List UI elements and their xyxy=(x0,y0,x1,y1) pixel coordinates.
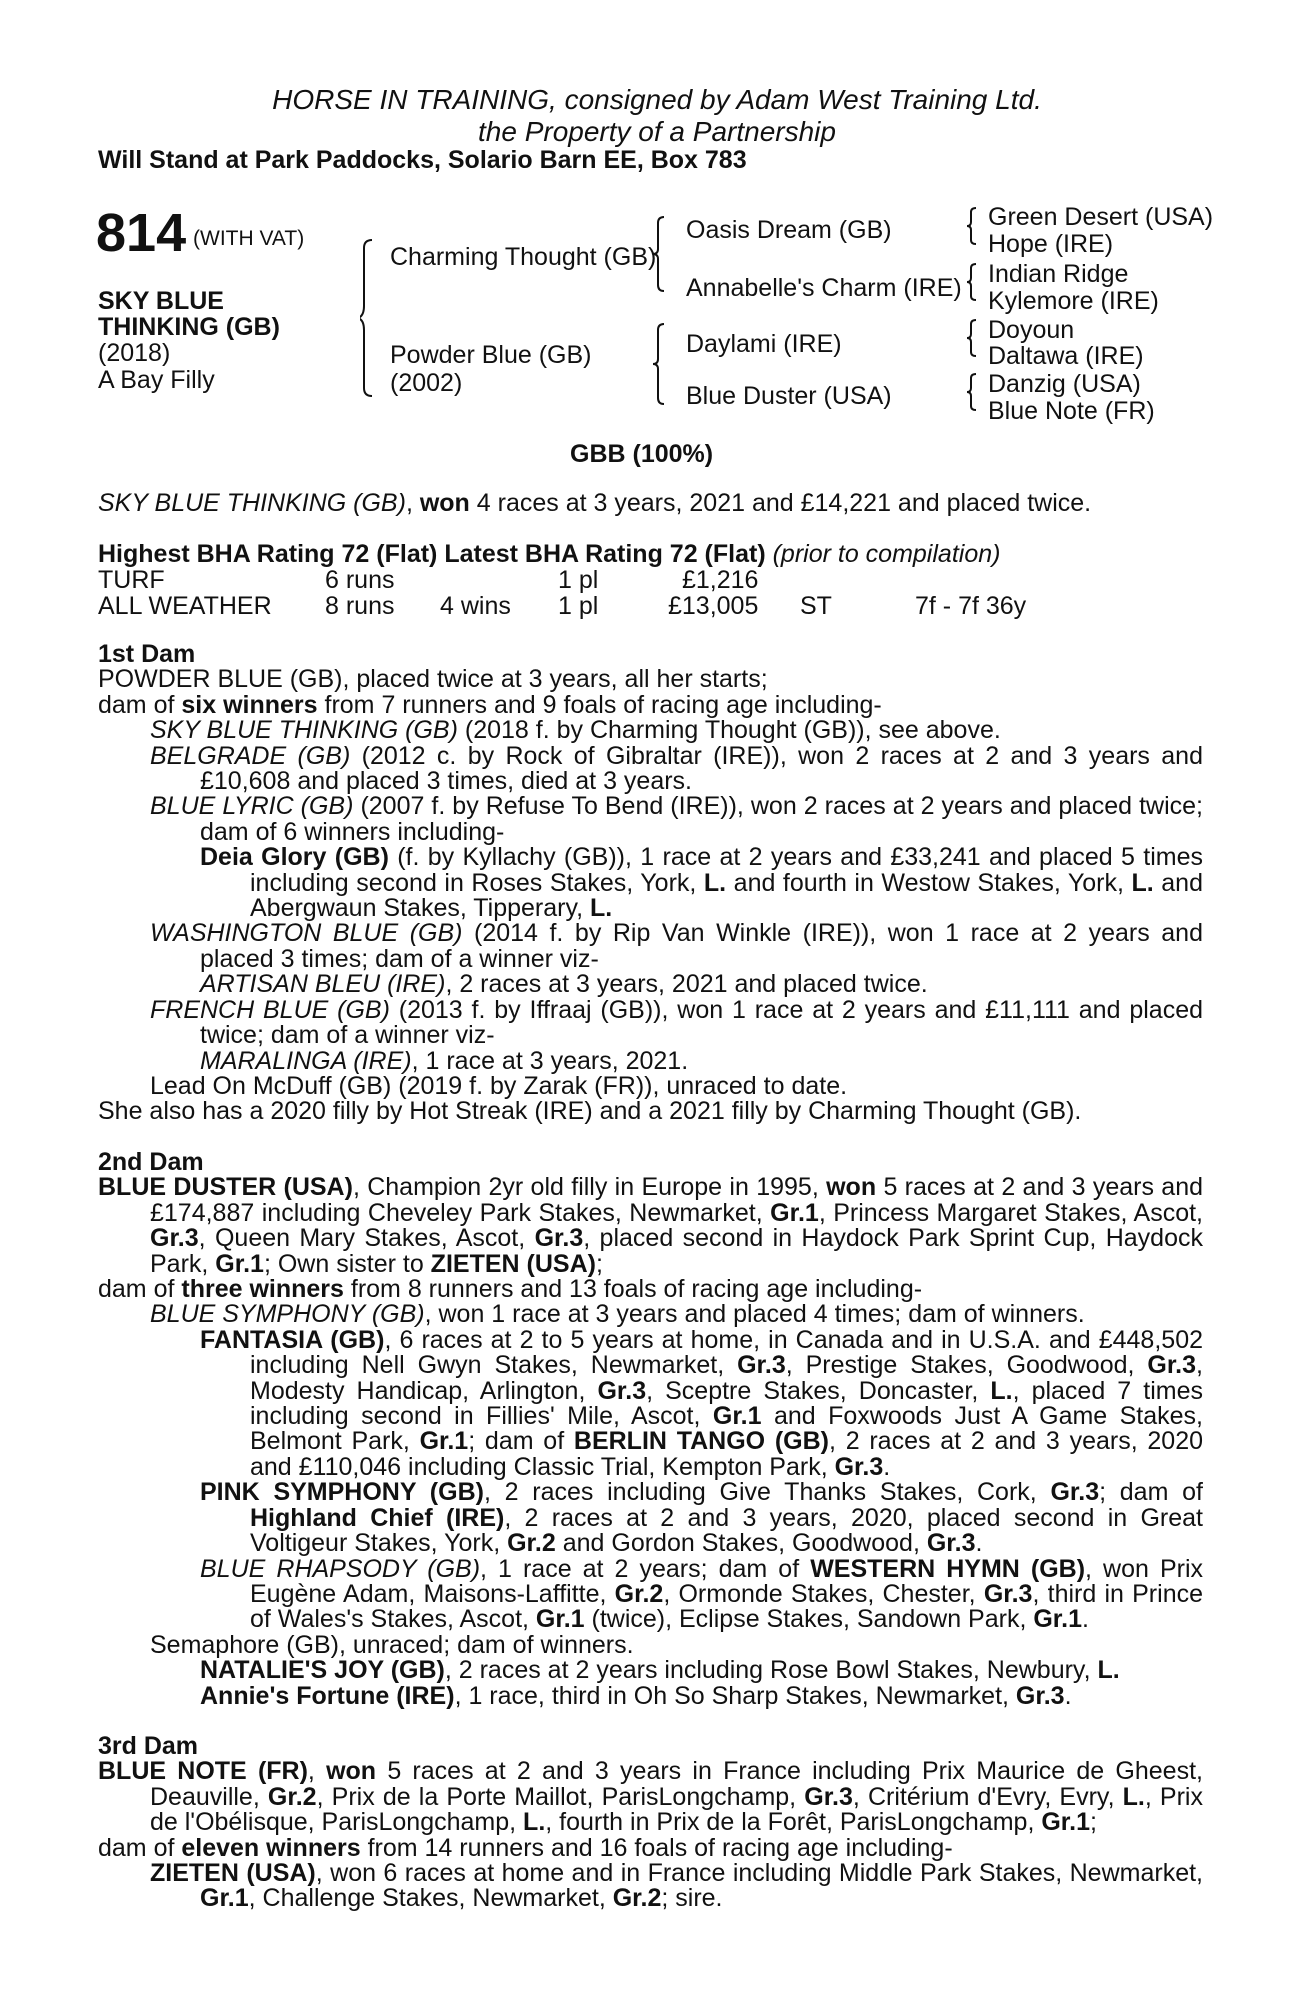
pedigree-dam: Powder Blue (GB) xyxy=(390,341,592,369)
pedigree-brace-dd xyxy=(966,372,986,412)
produce-entry: Lead On McDuff (GB) (2019 f. by Zarak (FR)), unraced to date. xyxy=(150,1071,848,1100)
race-summary: SKY BLUE THINKING (GB), won 4 races at 3 years, 2021 and £14,221 and placed twice. xyxy=(98,489,1092,517)
pedigree-sire: Charming Thought (GB) xyxy=(390,243,657,271)
vat-note: (WITH VAT) xyxy=(193,227,305,250)
produce-entry: BLUE SYMPHONY (GB), won 1 race at 3 years and placed 4 times; dam of winners. xyxy=(150,1300,1085,1329)
second-dam-section xyxy=(98,1150,1203,1709)
lot-number: 814 xyxy=(96,203,187,263)
produce-entry: BLUE LYRIC (GB) (2007 f. by Refuse To Bend (IRE)), won 2 races at 2 years and placed twice; dam of 6 winners including- xyxy=(150,792,1203,846)
second-dam-heading: 2nd Dam xyxy=(98,1148,204,1176)
record-wins: 4 wins xyxy=(440,592,511,620)
third-dam-record: BLUE NOTE (FR), won 5 races at 2 and 3 years in France including Prix Maurice de Gheest, Deauville, Gr.2, Prix de la Porte Maillot, ParisLongchamp, Gr.3, Critérium d'Evry, Evry, L., Prix de l'Obélisque, ParisLongchamp, L., fourth in Prix de la Forêt, ParisLongchamp, Gr.1; xyxy=(98,1757,1203,1837)
header-consignor: HORSE IN TRAINING, consigned by Adam West Training Ltd. xyxy=(272,84,1042,115)
first-dam-section xyxy=(98,642,1203,1125)
pedigree-dam-year: (2002) xyxy=(390,369,463,397)
record-distance: 7f - 7f 36y xyxy=(915,592,1027,620)
pedigree-dss: Doyoun xyxy=(988,316,1075,344)
record-placed: 1 pl xyxy=(558,566,599,594)
pedigree-sire-dam: Annabelle's Charm (IRE) xyxy=(686,274,962,302)
first-dam-heading: 1st Dam xyxy=(98,640,196,668)
produce-entry: PINK SYMPHONY (GB), 2 races including Give Thanks Stakes, Cork, Gr.3; dam of Highland Chief (IRE), 2 races at 2 and 3 years, 2020, placed second in Great Voltigeur Stakes, York, Gr.2 and Gordon Stakes, Goodwood, Gr.3. xyxy=(200,1478,1203,1558)
produce-entry: ZIETEN (USA), won 6 races at home and in France including Middle Park Stakes, Newmarket, Gr.1, Challenge Stakes, Newmarket, Gr.2; sire. xyxy=(150,1859,1203,1913)
produce-entry: BLUE RHAPSODY (GB), 1 race at 2 years; dam of WESTERN HYMN (GB), won Prix Eugène Adam, Maisons-Laffitte, Gr.2, Ormonde Stakes, Chester, Gr.3, third in Prince of Wales's Stakes, Ascot, Gr.1 (twice), Eclipse Stakes, Sandown Park, Gr.1. xyxy=(200,1554,1203,1634)
header-stand: Will Stand at Park Paddocks, Solario Barn EE, Box 783 xyxy=(98,146,747,174)
horse-name-line1: SKY BLUE xyxy=(98,287,224,315)
record-surface: TURF xyxy=(98,566,165,594)
pedigree-brace-main xyxy=(360,238,390,398)
record-runs: 8 runs xyxy=(325,592,395,620)
produce-entry: SKY BLUE THINKING (GB) (2018 f. by Charming Thought (GB)), see above. xyxy=(150,716,1001,745)
horse-description: A Bay Filly xyxy=(98,366,215,394)
summary-rest: 4 races at 3 years, 2021 and £14,221 and placed twice. xyxy=(469,489,1092,517)
record-placed: 1 pl xyxy=(558,592,599,620)
horse-year: (2018) xyxy=(98,339,171,367)
record-prize: £13,005 xyxy=(668,592,759,620)
rating-bold: Highest BHA Rating 72 (Flat) Latest BHA Rating 72 (Flat) xyxy=(98,540,766,568)
produce-entry: FRENCH BLUE (GB) (2013 f. by Iffraaj (GB)), won 1 race at 2 years and £11,111 and placed twice; dam of a winner viz- xyxy=(150,995,1203,1050)
second-dam-produce: dam of three winners from 8 runners and 13 foals of racing age including- xyxy=(98,1275,923,1304)
first-dam-note: She also has a 2020 filly by Hot Streak (IRE) and a 2021 filly by Charming Thought (GB). xyxy=(98,1097,1082,1126)
produce-entry: NATALIE'S JOY (GB), 2 races at 2 years including Rose Bowl Stakes, Newbury, L. xyxy=(200,1656,1120,1685)
horse-name-line2: THINKING (GB) xyxy=(98,313,280,341)
second-dam-record: BLUE DUSTER (USA), Champion 2yr old filly in Europe in 1995, won 5 races at 2 and 3 years and £174,887 including Cheveley Park Stakes, Newmarket, Gr.1, Princess Margaret Stakes, Ascot, Gr.3, Queen Mary Stakes, Ascot, Gr.3, placed second in Haydock Park Sprint Cup, Haydock Park, Gr.1; Own sister to ZIETEN (USA); xyxy=(98,1173,1204,1278)
third-dam-section xyxy=(98,1734,1203,1912)
produce-entry: BELGRADE (GB) (2012 c. by Rock of Gibraltar (IRE)), won 2 races at 2 and 3 years and £10,608 and placed 3 times, died at 3 years. xyxy=(150,741,1203,796)
pedigree-brace-ds xyxy=(966,318,986,358)
third-dam-heading: 3rd Dam xyxy=(98,1732,199,1760)
header-property: the Property of a Partnership xyxy=(478,116,836,147)
pedigree-brace-ss xyxy=(966,206,986,246)
pedigree-dam-dam: Blue Duster (USA) xyxy=(686,382,892,410)
produce-entry: Semaphore (GB), unraced; dam of winners. xyxy=(150,1630,634,1659)
produce-entry: WASHINGTON BLUE (GB) (2014 f. by Rip Van Winkle (IRE)), won 1 race at 2 years and placed 3 times; dam of a winner viz- xyxy=(150,919,1203,973)
pedigree-brace-sd xyxy=(966,262,986,302)
first-dam-intro: POWDER BLUE (GB), placed twice at 3 years, all her starts; xyxy=(98,665,768,694)
pedigree-brace-dam xyxy=(652,322,678,406)
produce-entry: Deia Glory (GB) (f. by Kyllachy (GB)), 1 race at 2 years and £33,241 and placed 5 times including second in Roses Stakes, York, L. and fourth in Westow Stakes, York, L. and Abergwaun Stakes, Tipperary, L. xyxy=(200,843,1203,923)
produce-entry: ARTISAN BLEU (IRE), 2 races at 3 years, 2021 and placed twice. xyxy=(200,970,928,999)
pedigree-ddd: Blue Note (FR) xyxy=(988,397,1155,425)
bha-rating xyxy=(98,540,1000,569)
record-prize: £1,216 xyxy=(682,566,759,594)
produce-entry: Annie's Fortune (IRE), 1 race, third in Oh So Sharp Stakes, Newmarket, Gr.3. xyxy=(200,1681,1072,1710)
pedigree-dam-sire: Daylami (IRE) xyxy=(686,330,842,358)
produce-entry: MARALINGA (IRE), 1 race at 3 years, 2021. xyxy=(200,1046,689,1075)
pedigree-sss: Green Desert (USA) xyxy=(988,203,1214,231)
summary-horse: SKY BLUE THINKING (GB) xyxy=(98,489,406,517)
produce-entry: FANTASIA (GB), 6 races at 2 to 5 years at home, in Canada and in U.S.A. and £448,502 including Nell Gwyn Stakes, Newmarket, Gr.3, Prestige Stakes, Goodwood, Gr.3, Modesty Handicap, Arlington, Gr.3, Sceptre Stakes, Doncaster, L., placed 7 times including second in Fillies' Mile, Ascot, Gr.1 and Foxwoods Just A Game Stakes, Belmont Park, Gr.1; dam of BERLIN TANGO (GB), 2 races at 2 and 3 years, 2020 and £110,046 including Classic Trial, Kempton Park, Gr.3. xyxy=(200,1325,1204,1481)
pedigree-sire-sire: Oasis Dream (GB) xyxy=(686,216,892,244)
pedigree-sdd: Kylemore (IRE) xyxy=(988,287,1159,315)
pedigree-dsd: Daltawa (IRE) xyxy=(988,342,1144,370)
summary-won: won xyxy=(419,489,470,517)
record-st: ST xyxy=(800,592,832,620)
record-runs: 6 runs xyxy=(325,566,395,594)
record-surface: ALL WEATHER xyxy=(98,592,272,620)
first-dam-produce: dam of six winners from 7 runners and 9 foals of racing age including- xyxy=(98,690,882,719)
pedigree-ssd: Hope (IRE) xyxy=(988,230,1114,258)
pedigree-dds: Danzig (USA) xyxy=(988,370,1141,398)
third-dam-produce: dam of eleven winners from 14 runners and 16 foals of racing age including- xyxy=(98,1833,953,1862)
rating-note: (prior to compilation) xyxy=(772,540,1001,568)
pedigree-sds: Indian Ridge xyxy=(988,260,1129,288)
gbb-label: GBB (100%) xyxy=(570,440,714,468)
